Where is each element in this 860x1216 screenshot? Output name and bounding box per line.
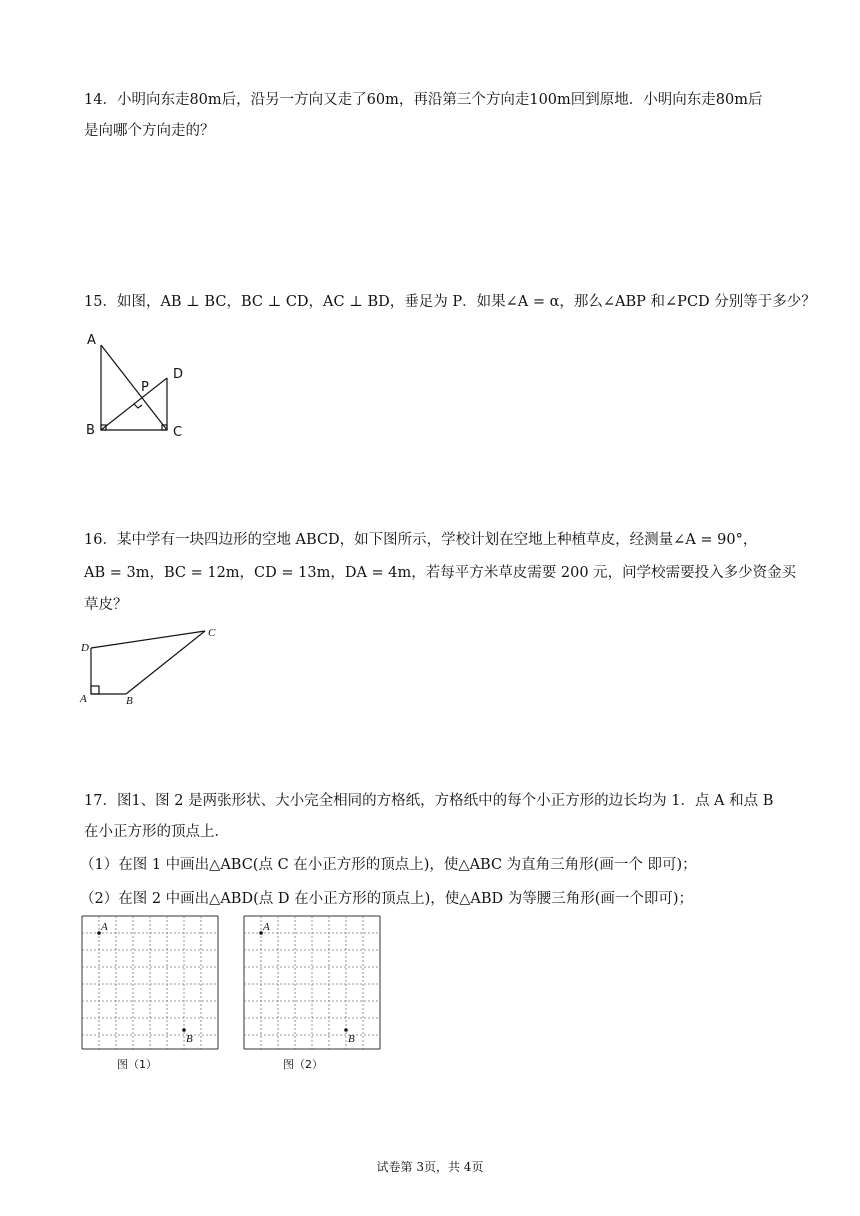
q17-fig2-label-b: B xyxy=(348,1033,355,1045)
q15-figure xyxy=(84,330,194,450)
q17-fig2-label-a: A xyxy=(263,921,270,933)
q17-line2: 在小正方形的顶点上． xyxy=(84,824,229,840)
q16-label-c: C xyxy=(208,627,216,639)
q15-label-c: C xyxy=(173,425,183,440)
q17-fig2-point-b xyxy=(344,1028,348,1032)
q15-label-b: B xyxy=(86,423,95,438)
q17-line1: 17．图1、图 2 是两张形状、大小完全相同的方格纸，方格纸中的每个小正方形的边长均为 1．点 A 和点 B xyxy=(84,793,774,809)
q17-grid-figure-2 xyxy=(242,916,386,1050)
q17-fig2-caption: 图（2） xyxy=(283,1058,323,1071)
page-footer: 试卷第 3页，共 4页 xyxy=(376,1160,484,1174)
q16-label-b: B xyxy=(126,695,133,707)
q17-part1: （1）在图 1 中画出△ABC(点 C 在小正方形的顶点上)，使△ABC 为直角三角形(画一个 即可)； xyxy=(80,857,697,873)
q17-grid-figure-1 xyxy=(80,916,224,1050)
q15-text: 15．如图，AB ⊥ BC，BC ⊥ CD，AC ⊥ BD，垂足为 P．如果∠A = α，那么∠ABP 和∠PCD 分别等于多少？ xyxy=(84,294,816,310)
q17-fig1-label-b: B xyxy=(186,1033,193,1045)
q17-fig1-caption: 图（1） xyxy=(117,1058,157,1071)
q17-fig1-label-a: A xyxy=(101,921,108,933)
q15-label-a: A xyxy=(87,333,96,348)
q15-label-p: P xyxy=(141,380,149,395)
q16-label-a: A xyxy=(80,693,87,705)
q14-line2: 是向哪个方向走的？ xyxy=(84,123,215,139)
q16-label-d: D xyxy=(81,642,89,654)
q14-line1: 14．小明向东走80m后，沿另一方向又走了60m，再沿第三个方向走100m回到原地．小明向东走80m后 xyxy=(84,92,763,108)
q16-line2: AB = 3m，BC = 12m，CD = 13m，DA = 4m，若每平方米草皮需要 200 元，问学校需要投入多少资金买 xyxy=(84,565,797,581)
q17-part2: （2）在图 2 中画出△ABD(点 D 在小正方形的顶点上)，使△ABD 为等腰三角形(画一个即可)； xyxy=(80,891,694,907)
q15-label-d: D xyxy=(173,367,184,382)
q16-line3: 草皮？ xyxy=(84,597,128,613)
q16-figure xyxy=(76,622,226,712)
q16-line1: 16．某中学有一块四边形的空地 ABCD，如下图所示，学校计划在空地上种植草皮，经测量∠A = 90°， xyxy=(84,532,758,548)
q17-fig1-point-b xyxy=(182,1028,186,1032)
